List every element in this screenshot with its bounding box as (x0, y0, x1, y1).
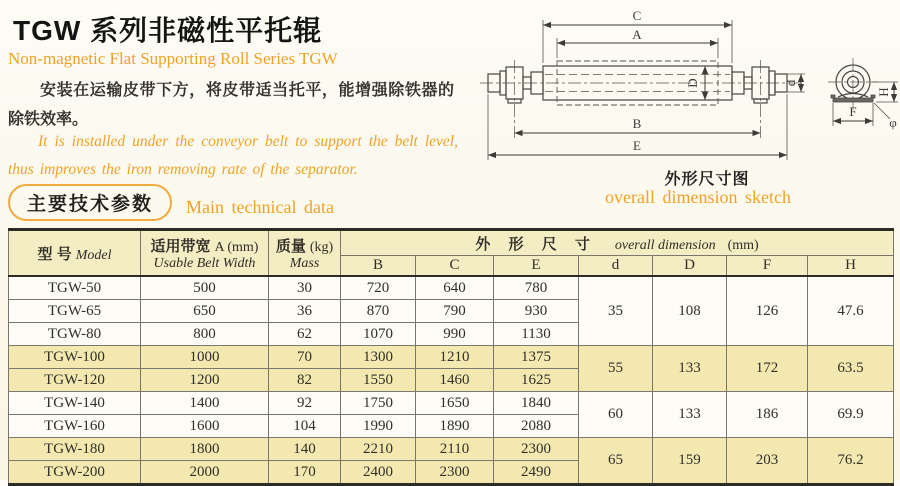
table-row (9, 346, 894, 369)
col-header-E: E (494, 256, 579, 277)
cell-F-group: 203 (727, 438, 808, 485)
cell-model: TGW-120 (9, 369, 141, 392)
cell-belt: 500 (141, 276, 269, 300)
cell-E: 1375 (494, 346, 579, 369)
cell-B: 2210 (341, 438, 416, 461)
cell-D-group: 159 (653, 438, 727, 485)
col-header-D: D (653, 256, 727, 277)
cell-belt: 1800 (141, 438, 269, 461)
col-header-F: F (727, 256, 808, 277)
section-title-en: Main technical data (186, 197, 334, 217)
cell-belt: 1400 (141, 392, 269, 415)
cell-model: TGW-180 (9, 438, 141, 461)
cell-model: TGW-50 (9, 276, 141, 300)
cell-D-group: 133 (653, 346, 727, 392)
spec-table (8, 228, 894, 486)
cell-mass: 70 (269, 346, 341, 369)
cell-F-group: 186 (727, 392, 808, 438)
cell-belt: 2000 (141, 461, 269, 485)
col-header-d: d (579, 256, 653, 277)
cell-B: 870 (341, 300, 416, 323)
cell-d-group: 60 (579, 392, 653, 438)
cell-mass: 170 (269, 461, 341, 485)
dim-label-A: A (632, 27, 642, 42)
cell-belt: 800 (141, 323, 269, 346)
dim-label-phi: φ (889, 115, 897, 130)
table-row (9, 438, 894, 461)
cell-E: 1130 (494, 323, 579, 346)
cell-B: 720 (341, 276, 416, 300)
col-header-mass-zh: 质量 (275, 237, 306, 255)
col-header-H: H (808, 256, 894, 277)
cell-mass: 62 (269, 323, 341, 346)
cell-model: TGW-80 (9, 323, 141, 346)
cell-model: TGW-200 (9, 461, 141, 485)
cell-B: 1750 (341, 392, 416, 415)
cell-C: 1210 (416, 346, 494, 369)
cell-d-group: 35 (579, 276, 653, 346)
cell-belt: 1000 (141, 346, 269, 369)
dim-label-H: H (876, 87, 891, 97)
cell-d-group: 55 (579, 346, 653, 392)
description-en: It is installed under the conveyor belt to support the belt level, thus improves the iron removing rate of the separator. (8, 133, 458, 178)
col-header-mass (269, 230, 341, 277)
dim-label-E: E (633, 138, 641, 153)
cell-B: 1550 (341, 369, 416, 392)
cell-C: 640 (416, 276, 494, 300)
cell-C: 1650 (416, 392, 494, 415)
cell-C: 1460 (416, 369, 494, 392)
dim-label-C: C (632, 8, 642, 23)
cell-H-group: 47.6 (808, 276, 894, 346)
col-header-belt-zh: 适用带宽 (150, 237, 211, 255)
cell-H-group: 69.9 (808, 392, 894, 438)
cell-C: 790 (416, 300, 494, 323)
col-header-B: B (341, 256, 416, 277)
cell-B: 1300 (341, 346, 416, 369)
col-header-belt-en: Usable Belt Width (153, 255, 256, 271)
dim-label-d: d (783, 79, 798, 87)
diagram-caption-zh: 外形尺寸图 (664, 171, 750, 188)
cell-E: 2080 (494, 415, 579, 438)
cell-F-group: 172 (727, 346, 808, 392)
cell-E: 1840 (494, 392, 579, 415)
col-header-mass-unit: (kg) (309, 239, 334, 255)
dim-label-F: F (849, 104, 857, 119)
cell-belt: 650 (141, 300, 269, 323)
col-header-model (9, 230, 141, 277)
page-title: TGW 系列非磁性平托辊 (13, 15, 323, 46)
col-header-overall-dimension (341, 230, 894, 256)
dim-label-B: B (632, 116, 642, 131)
cell-C: 2300 (416, 461, 494, 485)
cell-model: TGW-140 (9, 392, 141, 415)
cell-D-group: 108 (653, 276, 727, 346)
col-header-mass-en: Mass (289, 255, 320, 271)
cell-model: TGW-100 (9, 346, 141, 369)
col-header-model-en: Model (75, 247, 112, 263)
col-header-overall-en: overall dimension (614, 237, 716, 253)
table-row (9, 392, 894, 415)
cell-E: 2300 (494, 438, 579, 461)
cell-belt: 1200 (141, 369, 269, 392)
cell-E: 2490 (494, 461, 579, 485)
cell-d-group: 65 (579, 438, 653, 485)
cell-belt: 1600 (141, 415, 269, 438)
description-zh: 安装在运输皮带下方，将皮带适当托平，能增强除铁器的除铁效率。 (8, 82, 454, 128)
dim-label-D: D (685, 78, 700, 88)
cell-D-group: 133 (653, 392, 727, 438)
cell-H-group: 76.2 (808, 438, 894, 485)
cell-B: 1990 (341, 415, 416, 438)
col-header-overall-unit: (mm) (727, 237, 759, 253)
cell-F-group: 126 (727, 276, 808, 346)
col-header-model-zh: 型 号 (37, 245, 72, 263)
cell-C: 1890 (416, 415, 494, 438)
diagram-caption-en: overall dimension sketch (605, 187, 791, 207)
cell-model: TGW-65 (9, 300, 141, 323)
cell-mass: 92 (269, 392, 341, 415)
cell-mass: 82 (269, 369, 341, 392)
page-subtitle-en: Non-magnetic Flat Supporting Roll Series TGW (8, 49, 338, 68)
cell-C: 990 (416, 323, 494, 346)
cell-model: TGW-160 (9, 415, 141, 438)
cell-mass: 30 (269, 276, 341, 300)
cell-mass: 140 (269, 438, 341, 461)
cell-E: 1625 (494, 369, 579, 392)
cell-E: 780 (494, 276, 579, 300)
section-badge: 主要技术参数 (8, 184, 172, 221)
col-header-C: C (416, 256, 494, 277)
cell-mass: 36 (269, 300, 341, 323)
cell-E: 930 (494, 300, 579, 323)
cell-B: 1070 (341, 323, 416, 346)
cell-H-group: 63.5 (808, 346, 894, 392)
col-header-overall-zh: 外 形 尺 寸 (475, 235, 597, 253)
cell-mass: 104 (269, 415, 341, 438)
cell-C: 2110 (416, 438, 494, 461)
table-row (9, 276, 894, 300)
col-header-belt-width (141, 230, 269, 277)
col-header-belt-symbol: A (mm) (214, 239, 259, 255)
cell-B: 2400 (341, 461, 416, 485)
